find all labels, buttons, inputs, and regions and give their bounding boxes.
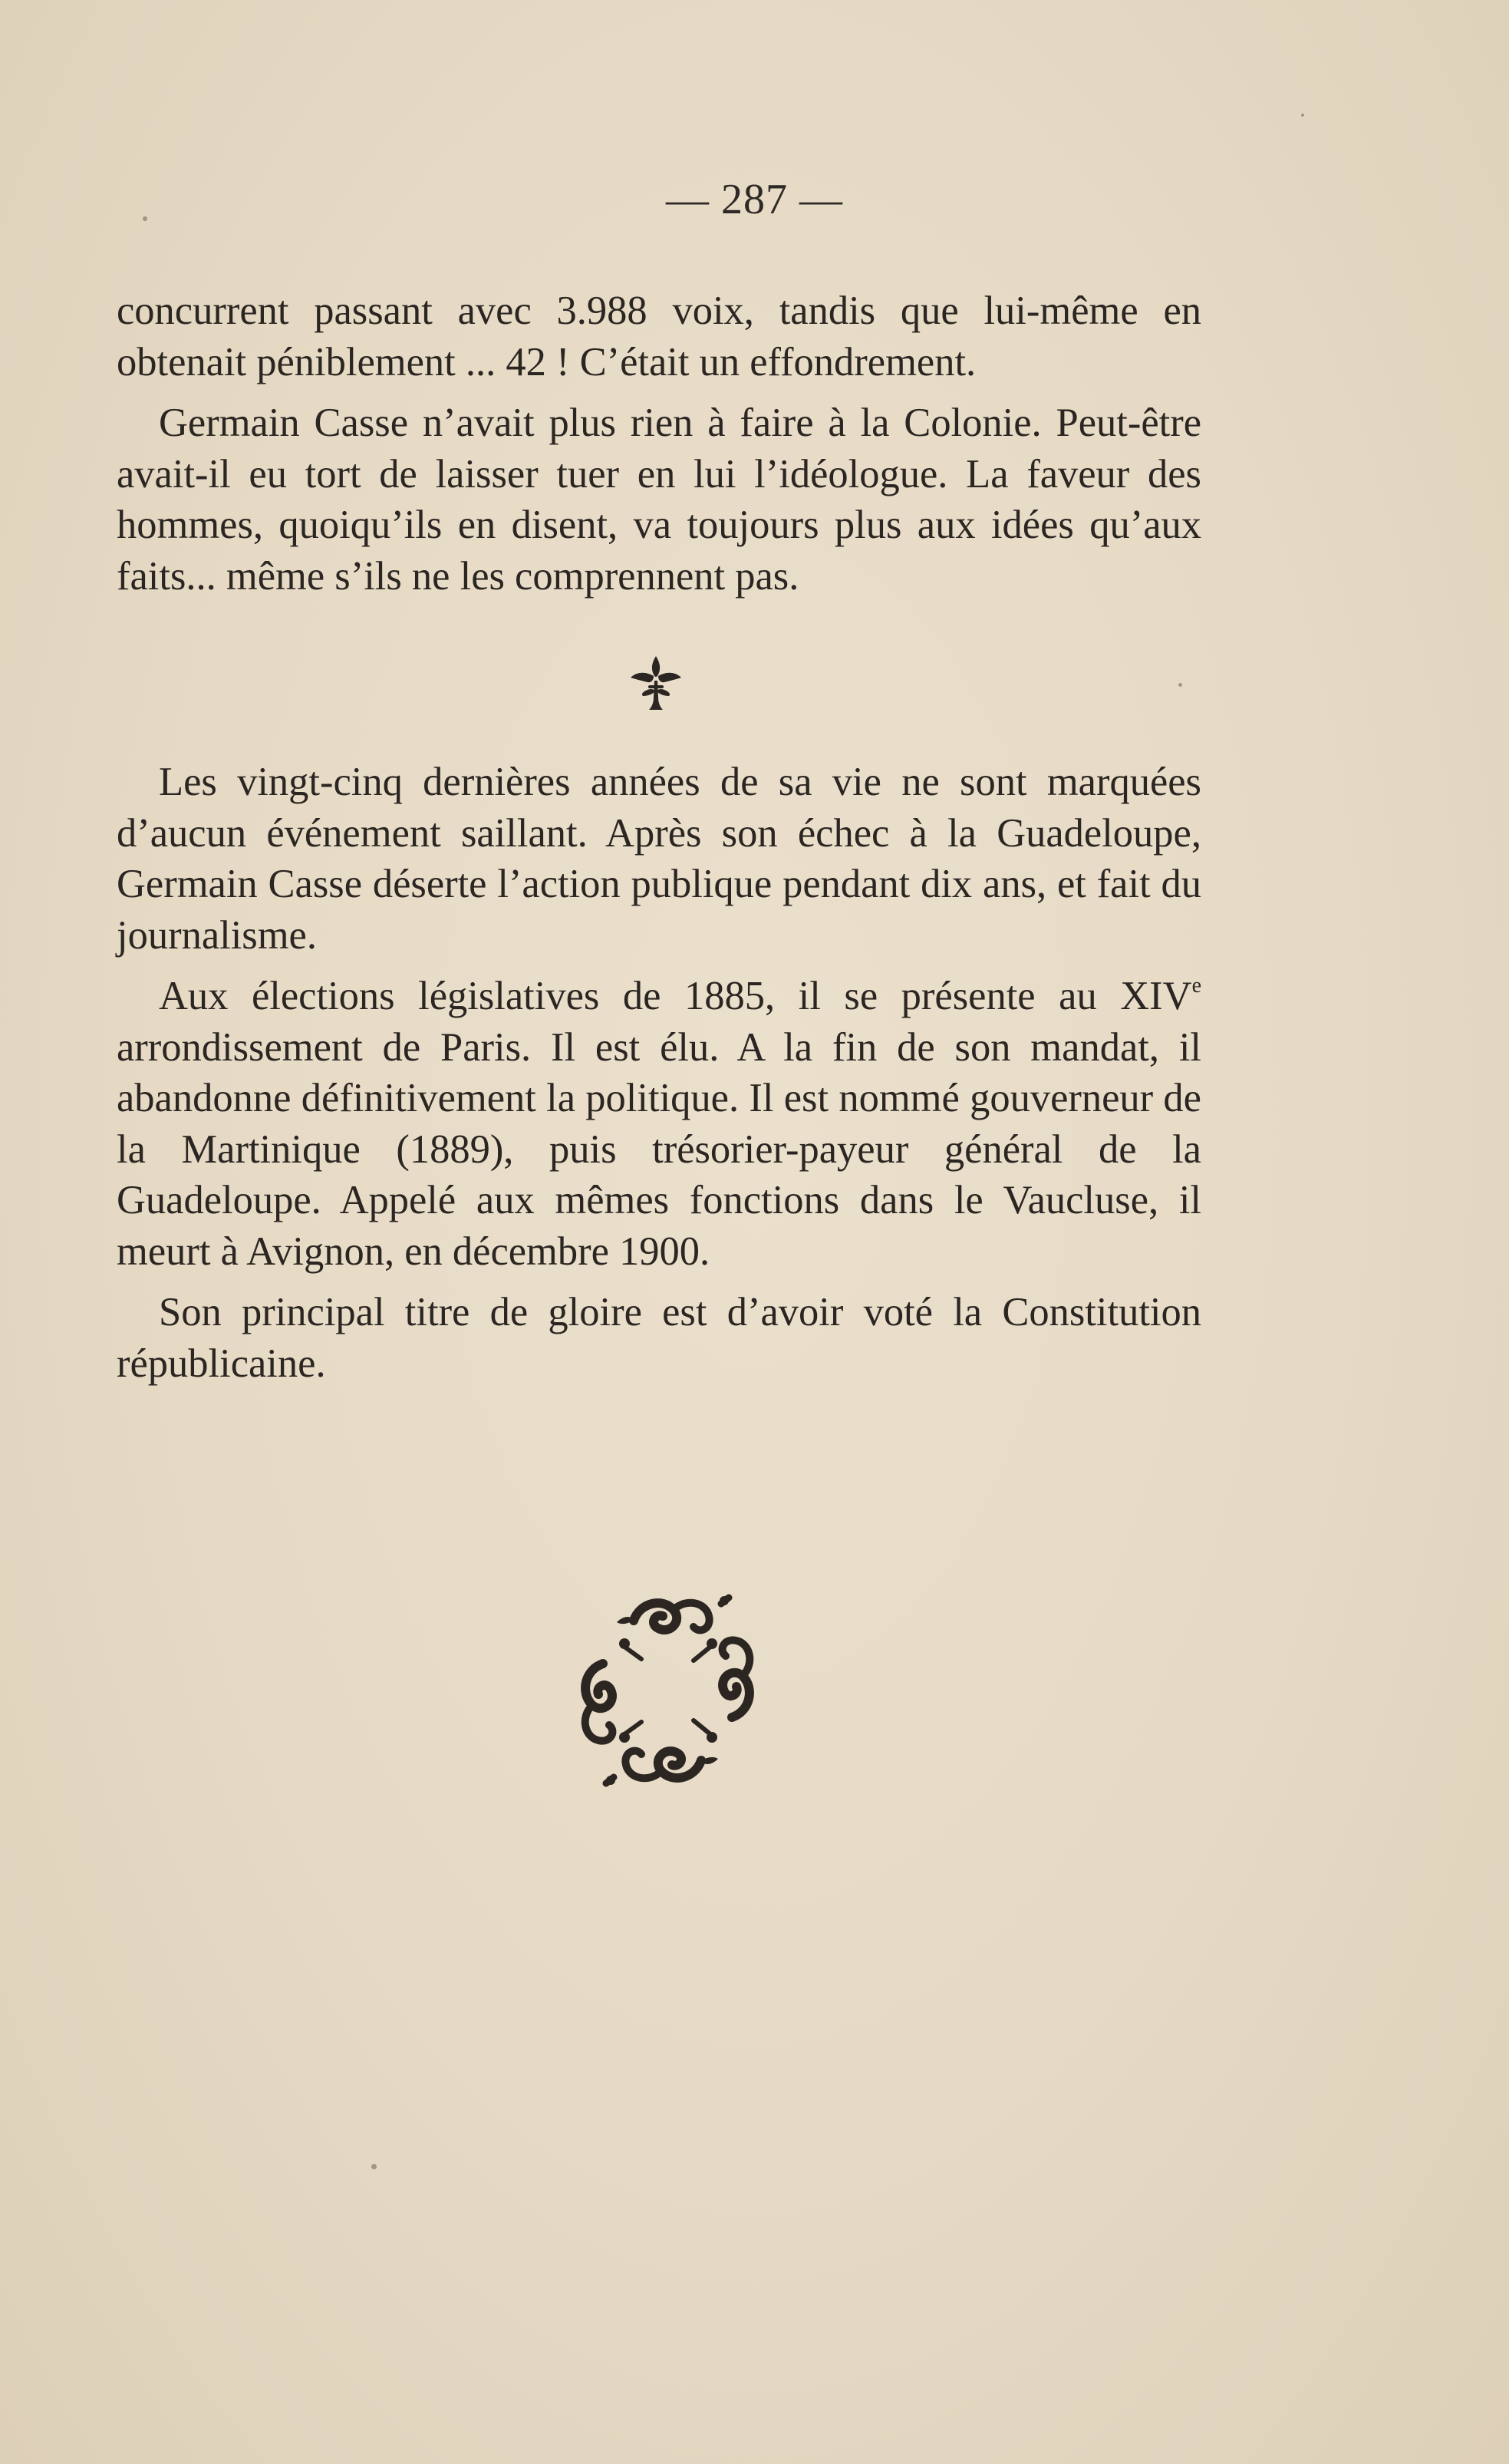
paper-speck bbox=[143, 216, 147, 221]
paper-speck bbox=[371, 2164, 377, 2169]
paragraph-elections-start: Aux élections législatives de 1885, il se présente au XIV bbox=[159, 974, 1192, 1018]
paragraph-elections bbox=[117, 971, 1201, 1277]
paragraph-dernieres-annees: Les vingt-cinq dernières années de sa vie ne sont marquées d’aucun événement saillant. Après son échec à la Guadeloupe, Germain Casse déserte l’action publique pendant dix ans, et fait du journalisme. bbox=[117, 760, 1201, 958]
paragraph-elections-rest: arrondissement de Paris. Il est élu. A la fin de son mandat, il abandonne définitivement la politique. Il est nommé gouverneur de la Martinique (1889), puis trésorier-payeur général de la Guadeloupe. Appelé aux mêmes fonctions dans le Vaucluse, il meurt à Avignon, en décembre 1900. bbox=[117, 1024, 1201, 1274]
fleuron-icon bbox=[623, 653, 689, 714]
paragraph-colonie: Germain Casse n’avait plus rien à faire à la Colonie. Peut-être avait-il eu tort de laisser tuer en lui l’idéologue. La faveur des hommes, quoiqu’ils en disent, va toujours plus aux idées qu’aux faits... même s’ils ne les comprennent pas. bbox=[117, 401, 1201, 599]
paper-speck bbox=[1178, 683, 1182, 687]
ordinal-superscript: e bbox=[1191, 974, 1201, 998]
paragraph-titre-de-gloire: Son principal titre de gloire est d’avoir voté la Constitution républicaine. bbox=[117, 1290, 1201, 1386]
paper-speck bbox=[1301, 114, 1304, 117]
paragraph-continuation: concurrent passant avec 3.988 voix, tandis que lui-même en obtenait péniblement ... 42 ! C’était un effondrement. bbox=[117, 289, 1201, 384]
tailpiece-ornament-icon bbox=[571, 1590, 764, 1791]
page-number: — 287 — bbox=[666, 176, 843, 223]
text-block-upper bbox=[117, 285, 1201, 602]
text-block-lower bbox=[117, 757, 1201, 1389]
